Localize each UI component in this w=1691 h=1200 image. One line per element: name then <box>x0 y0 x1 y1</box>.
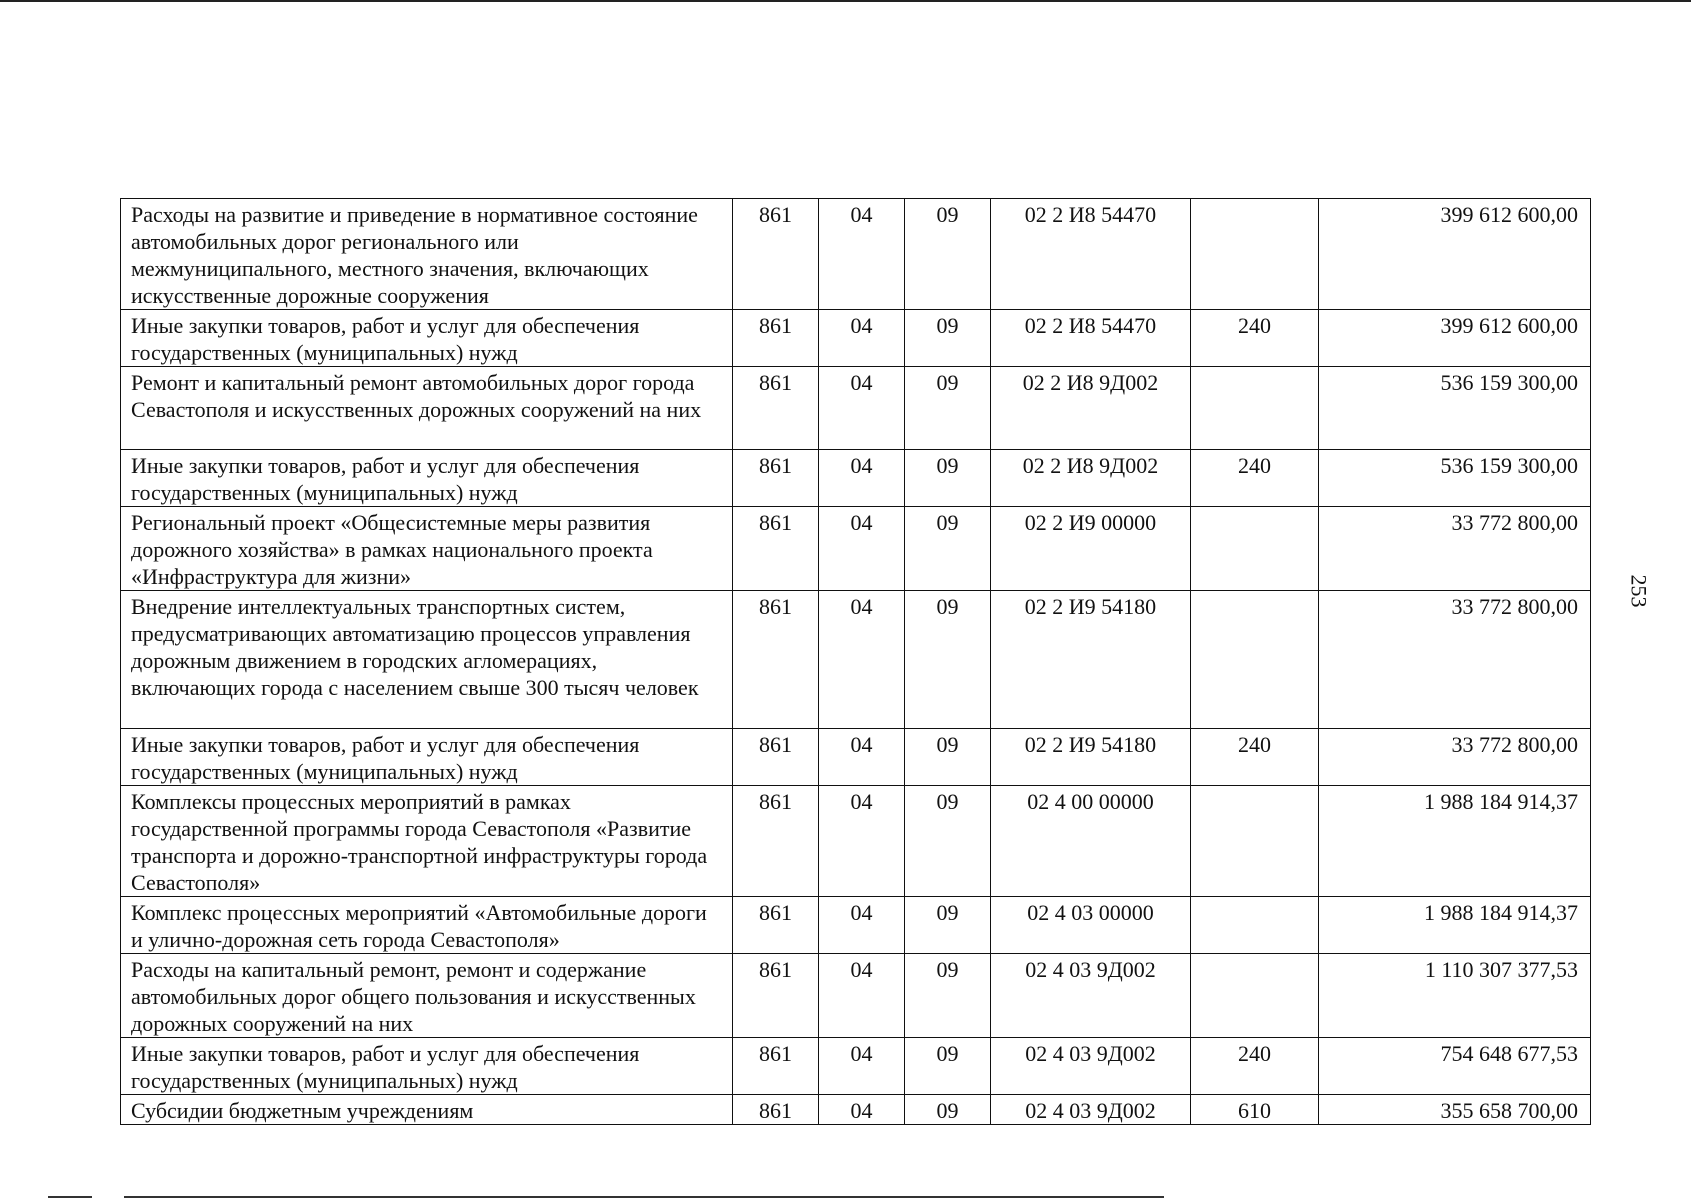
target-article-code: 02 2 И9 54180 <box>991 591 1191 729</box>
section-code: 04 <box>819 954 905 1038</box>
amount: 1 988 184 914,37 <box>1319 897 1591 954</box>
amount: 754 648 677,53 <box>1319 1038 1591 1095</box>
budget-expenditure-table <box>120 198 1591 1125</box>
expense-type-code <box>1191 954 1319 1038</box>
bottom-rule <box>124 1196 1164 1198</box>
expense-type-code: 240 <box>1191 729 1319 786</box>
section-code: 04 <box>819 786 905 897</box>
ved-code: 861 <box>733 729 819 786</box>
subsection-code: 09 <box>905 450 991 507</box>
expense-type-code <box>1191 367 1319 450</box>
table-row <box>121 1095 1591 1125</box>
bottom-rule <box>48 1196 92 1198</box>
amount: 33 772 800,00 <box>1319 729 1591 786</box>
subsection-code: 09 <box>905 786 991 897</box>
subsection-code: 09 <box>905 199 991 310</box>
expense-type-code <box>1191 199 1319 310</box>
top-border-line <box>0 0 1691 2</box>
ved-code: 861 <box>733 367 819 450</box>
target-article-code: 02 2 И8 54470 <box>991 199 1191 310</box>
row-name: Расходы на развитие и приведение в нормативное состояние автомобильных дорог регионального или межмуниципального, местного значения, включающих искусственные дорожные сооружения <box>121 199 733 310</box>
subsection-code: 09 <box>905 367 991 450</box>
ved-code: 861 <box>733 507 819 591</box>
table-row <box>121 450 1591 507</box>
target-article-code: 02 2 И8 9Д002 <box>991 367 1191 450</box>
target-article-code: 02 2 И8 54470 <box>991 310 1191 367</box>
section-code: 04 <box>819 310 905 367</box>
target-article-code: 02 2 И8 9Д002 <box>991 450 1191 507</box>
section-code: 04 <box>819 450 905 507</box>
amount: 399 612 600,00 <box>1319 199 1591 310</box>
amount: 536 159 300,00 <box>1319 367 1591 450</box>
subsection-code: 09 <box>905 591 991 729</box>
ved-code: 861 <box>733 786 819 897</box>
table-row <box>121 591 1591 729</box>
amount: 33 772 800,00 <box>1319 507 1591 591</box>
subsection-code: 09 <box>905 310 991 367</box>
target-article-code: 02 2 И9 00000 <box>991 507 1191 591</box>
row-name: Комплексы процессных мероприятий в рамках государственной программы города Севастополя «Развитие транспорта и дорожно-транспортной инфраструктуры города Севастополя» <box>121 786 733 897</box>
table-row <box>121 1038 1591 1095</box>
target-article-code: 02 4 03 00000 <box>991 897 1191 954</box>
amount: 355 658 700,00 <box>1319 1095 1591 1125</box>
amount: 536 159 300,00 <box>1319 450 1591 507</box>
table-row <box>121 786 1591 897</box>
ved-code: 861 <box>733 954 819 1038</box>
section-code: 04 <box>819 1095 905 1125</box>
subsection-code: 09 <box>905 1095 991 1125</box>
section-code: 04 <box>819 1038 905 1095</box>
ved-code: 861 <box>733 199 819 310</box>
subsection-code: 09 <box>905 729 991 786</box>
row-name: Иные закупки товаров, работ и услуг для обеспечения государственных (муниципальных) нужд <box>121 729 733 786</box>
expense-type-code: 240 <box>1191 1038 1319 1095</box>
table-row <box>121 199 1591 310</box>
row-name: Субсидии бюджетным учреждениям <box>121 1095 733 1125</box>
target-article-code: 02 4 03 9Д002 <box>991 1038 1191 1095</box>
ved-code: 861 <box>733 450 819 507</box>
section-code: 04 <box>819 591 905 729</box>
row-name: Региональный проект «Общесистемные меры развития дорожного хозяйства» в рамках национального проекта «Инфраструктура для жизни» <box>121 507 733 591</box>
row-name: Иные закупки товаров, работ и услуг для обеспечения государственных (муниципальных) нужд <box>121 310 733 367</box>
subsection-code: 09 <box>905 507 991 591</box>
table-row <box>121 729 1591 786</box>
subsection-code: 09 <box>905 1038 991 1095</box>
ved-code: 861 <box>733 1095 819 1125</box>
section-code: 04 <box>819 507 905 591</box>
table-row <box>121 310 1591 367</box>
table-row <box>121 897 1591 954</box>
row-name: Комплекс процессных мероприятий «Автомобильные дороги и улично-дорожная сеть города Севастополя» <box>121 897 733 954</box>
subsection-code: 09 <box>905 954 991 1038</box>
ved-code: 861 <box>733 310 819 367</box>
section-code: 04 <box>819 729 905 786</box>
table-row <box>121 367 1591 450</box>
target-article-code: 02 4 00 00000 <box>991 786 1191 897</box>
table-row <box>121 507 1591 591</box>
amount: 1 988 184 914,37 <box>1319 786 1591 897</box>
section-code: 04 <box>819 367 905 450</box>
row-name: Расходы на капитальный ремонт, ремонт и содержание автомобильных дорог общего пользования и искусственных дорожных сооружений на них <box>121 954 733 1038</box>
row-name: Ремонт и капитальный ремонт автомобильных дорог города Севастополя и искусственных дорожных сооружений на них <box>121 367 733 450</box>
expense-type-code: 240 <box>1191 310 1319 367</box>
expense-type-code: 610 <box>1191 1095 1319 1125</box>
subsection-code: 09 <box>905 897 991 954</box>
ved-code: 861 <box>733 591 819 729</box>
page-number: 253 <box>1626 574 1652 608</box>
ved-code: 861 <box>733 1038 819 1095</box>
target-article-code: 02 4 03 9Д002 <box>991 1095 1191 1125</box>
row-name: Иные закупки товаров, работ и услуг для обеспечения государственных (муниципальных) нужд <box>121 450 733 507</box>
amount: 399 612 600,00 <box>1319 310 1591 367</box>
table-row <box>121 954 1591 1038</box>
expense-type-code <box>1191 507 1319 591</box>
section-code: 04 <box>819 897 905 954</box>
row-name: Иные закупки товаров, работ и услуг для обеспечения государственных (муниципальных) нужд <box>121 1038 733 1095</box>
row-name: Внедрение интеллектуальных транспортных систем, предусматривающих автоматизацию процессов управления дорожным движением в городских агломерациях, включающих города с населением свыше 300 тысяч человек <box>121 591 733 729</box>
target-article-code: 02 2 И9 54180 <box>991 729 1191 786</box>
ved-code: 861 <box>733 897 819 954</box>
section-code: 04 <box>819 199 905 310</box>
expense-type-code <box>1191 897 1319 954</box>
amount: 1 110 307 377,53 <box>1319 954 1591 1038</box>
amount: 33 772 800,00 <box>1319 591 1591 729</box>
target-article-code: 02 4 03 9Д002 <box>991 954 1191 1038</box>
expense-type-code <box>1191 591 1319 729</box>
expense-type-code <box>1191 786 1319 897</box>
expense-type-code: 240 <box>1191 450 1319 507</box>
